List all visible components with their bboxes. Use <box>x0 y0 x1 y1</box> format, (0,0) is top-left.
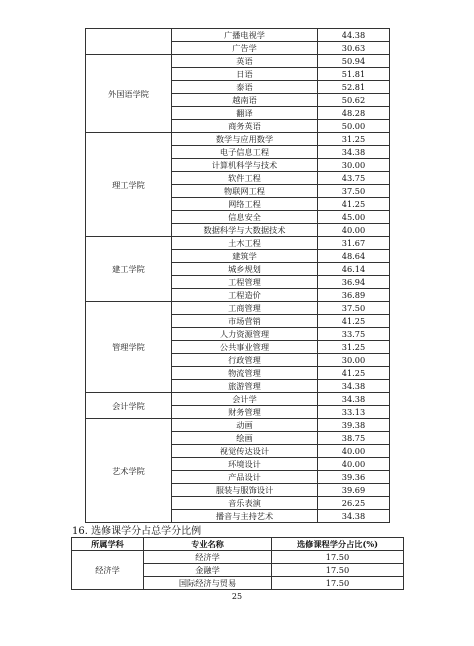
table-header-row <box>72 538 404 551</box>
ratio-value-cell: 43.75 <box>318 172 390 185</box>
table-row <box>86 55 390 68</box>
table-row <box>86 237 390 250</box>
table-row <box>86 419 390 432</box>
major-cell: 播音与主持艺术 <box>172 510 318 523</box>
college-cell: 外国语学院 <box>86 55 172 133</box>
ratio-value-cell: 44.38 <box>318 29 390 42</box>
major-cell: 服装与服饰设计 <box>172 484 318 497</box>
ratio-value-cell: 33.75 <box>318 328 390 341</box>
major-cell: 绘画 <box>172 432 318 445</box>
ratio-value-cell: 31.25 <box>318 341 390 354</box>
major-ratio-table-body <box>86 29 390 523</box>
ratio-value-cell: 31.67 <box>318 237 390 250</box>
major-cell: 软件工程 <box>172 172 318 185</box>
major-cell: 泰语 <box>172 81 318 94</box>
major-ratio-table <box>85 28 390 523</box>
ratio-value-cell: 50.94 <box>318 55 390 68</box>
major-cell: 公共事业管理 <box>172 341 318 354</box>
major-cell: 市场营销 <box>172 315 318 328</box>
section-title: 16. 选修课学分占总学分比例 <box>72 526 202 537</box>
major-cell: 财务管理 <box>172 406 318 419</box>
major-cell: 商务英语 <box>172 120 318 133</box>
major-cell: 国际经济与贸易 <box>144 577 272 590</box>
major-cell: 视觉传达设计 <box>172 445 318 458</box>
table-row <box>86 29 390 42</box>
table-row <box>86 133 390 146</box>
college-cell: 会计学院 <box>86 393 172 419</box>
ratio-value-cell: 51.81 <box>318 68 390 81</box>
ratio-value-cell: 46.14 <box>318 263 390 276</box>
ratio-value-cell: 33.13 <box>318 406 390 419</box>
ratio-value-cell: 26.25 <box>318 497 390 510</box>
elective-ratio-table <box>71 537 404 590</box>
major-cell: 土木工程 <box>172 237 318 250</box>
page-number: 25 <box>231 592 243 601</box>
major-cell: 网络工程 <box>172 198 318 211</box>
major-cell: 工商管理 <box>172 302 318 315</box>
major-cell: 广播电视学 <box>172 29 318 42</box>
college-cell: 管理学院 <box>86 302 172 393</box>
header-major: 专业名称 <box>144 538 272 551</box>
ratio-value-cell: 48.28 <box>318 107 390 120</box>
major-cell: 物流管理 <box>172 367 318 380</box>
ratio-value-cell: 45.00 <box>318 211 390 224</box>
table-row <box>86 393 390 406</box>
major-cell: 翻译 <box>172 107 318 120</box>
ratio-value-cell: 39.36 <box>318 471 390 484</box>
major-cell: 建筑学 <box>172 250 318 263</box>
ratio-value-cell: 48.64 <box>318 250 390 263</box>
major-cell: 工程造价 <box>172 289 318 302</box>
major-cell: 工程管理 <box>172 276 318 289</box>
header-elective-ratio: 选修课程学分占比(%) <box>272 538 404 551</box>
major-cell: 旅游管理 <box>172 380 318 393</box>
table-row <box>72 551 404 564</box>
ratio-value-cell: 34.38 <box>318 380 390 393</box>
major-cell: 经济学 <box>144 551 272 564</box>
ratio-value-cell: 41.25 <box>318 198 390 211</box>
major-cell: 物联网工程 <box>172 185 318 198</box>
ratio-value-cell: 34.38 <box>318 510 390 523</box>
major-cell: 计算机科学与技术 <box>172 159 318 172</box>
ratio-value-cell: 39.69 <box>318 484 390 497</box>
header-discipline: 所属学科 <box>72 538 144 551</box>
ratio-value-cell: 17.50 <box>272 551 404 564</box>
major-cell: 信息安全 <box>172 211 318 224</box>
major-cell: 人力资源管理 <box>172 328 318 341</box>
major-cell: 产品设计 <box>172 471 318 484</box>
ratio-value-cell: 39.38 <box>318 419 390 432</box>
major-cell: 电子信息工程 <box>172 146 318 159</box>
ratio-value-cell: 37.50 <box>318 185 390 198</box>
major-cell: 动画 <box>172 419 318 432</box>
major-cell: 越南语 <box>172 94 318 107</box>
discipline-cell: 经济学 <box>72 551 144 590</box>
ratio-value-cell: 30.63 <box>318 42 390 55</box>
major-cell: 音乐表演 <box>172 497 318 510</box>
major-cell: 英语 <box>172 55 318 68</box>
college-cell: 理工学院 <box>86 133 172 237</box>
ratio-value-cell: 37.50 <box>318 302 390 315</box>
major-cell: 金融学 <box>144 564 272 577</box>
major-cell: 行政管理 <box>172 354 318 367</box>
ratio-value-cell: 34.38 <box>318 146 390 159</box>
major-cell: 城乡规划 <box>172 263 318 276</box>
major-cell: 数据科学与大数据技术 <box>172 224 318 237</box>
ratio-value-cell: 40.00 <box>318 224 390 237</box>
ratio-value-cell: 40.00 <box>318 458 390 471</box>
ratio-value-cell: 34.38 <box>318 393 390 406</box>
college-cell: 建工学院 <box>86 237 172 302</box>
ratio-value-cell: 17.50 <box>272 564 404 577</box>
ratio-value-cell: 36.89 <box>318 289 390 302</box>
ratio-value-cell: 50.00 <box>318 120 390 133</box>
major-cell: 数学与应用数学 <box>172 133 318 146</box>
college-cell: 艺术学院 <box>86 419 172 523</box>
major-cell: 广告学 <box>172 42 318 55</box>
ratio-value-cell: 30.00 <box>318 354 390 367</box>
ratio-value-cell: 41.25 <box>318 315 390 328</box>
ratio-value-cell: 52.81 <box>318 81 390 94</box>
major-cell: 日语 <box>172 68 318 81</box>
ratio-value-cell: 41.25 <box>318 367 390 380</box>
ratio-value-cell: 36.94 <box>318 276 390 289</box>
table-row <box>86 302 390 315</box>
college-cell <box>86 29 172 55</box>
ratio-value-cell: 17.50 <box>272 577 404 590</box>
major-cell: 环境设计 <box>172 458 318 471</box>
ratio-value-cell: 31.25 <box>318 133 390 146</box>
ratio-value-cell: 40.00 <box>318 445 390 458</box>
ratio-value-cell: 50.62 <box>318 94 390 107</box>
ratio-value-cell: 38.75 <box>318 432 390 445</box>
elective-ratio-table-body <box>72 551 404 590</box>
ratio-value-cell: 30.00 <box>318 159 390 172</box>
major-cell: 会计学 <box>172 393 318 406</box>
